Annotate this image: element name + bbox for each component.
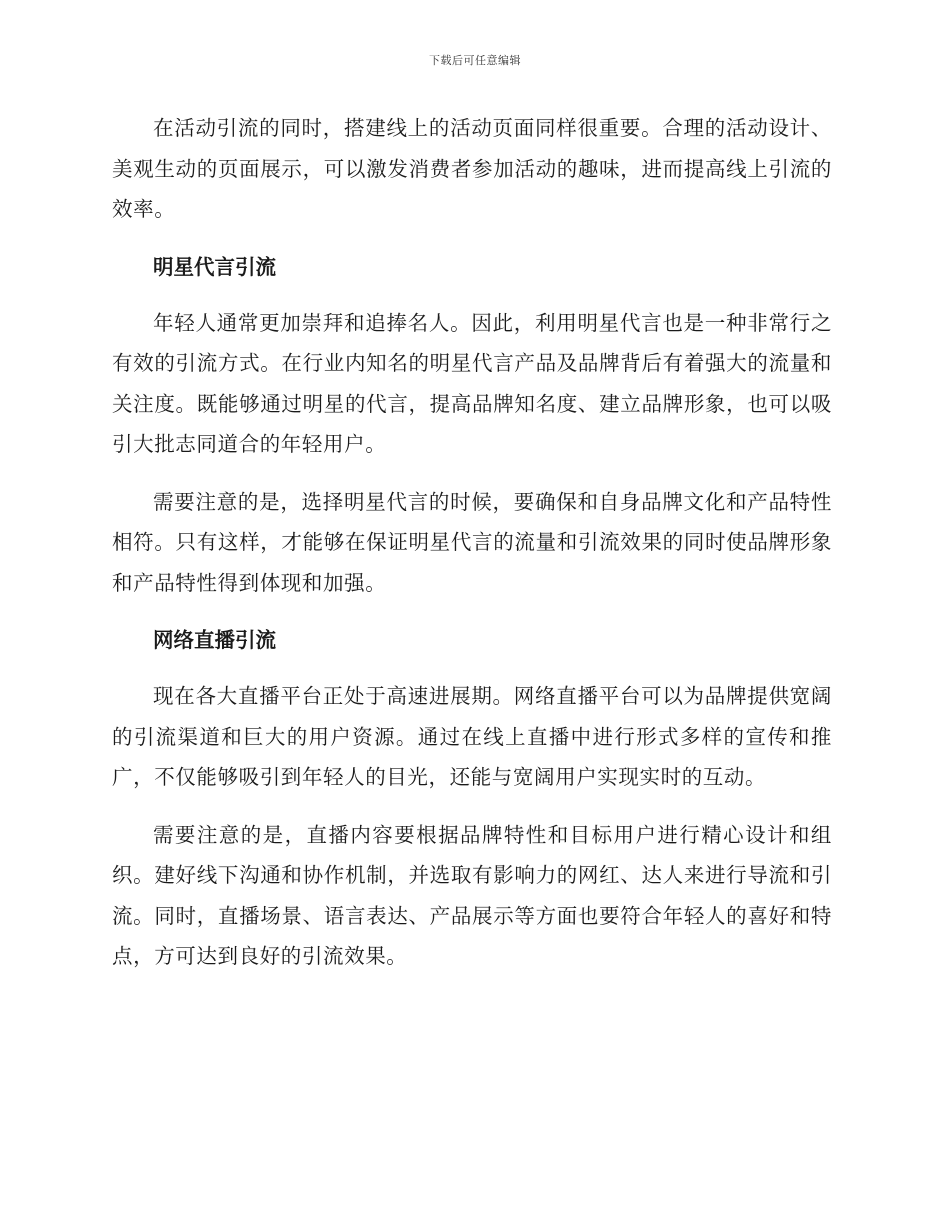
section-heading-celebrity: 明星代言引流 [153, 254, 276, 279]
paragraph-celebrity-intro: 年轻人通常更加崇拜和追捧名人。因此，利用明星代言也是一种非常行之有效的引流方式。在行业内知名的明星代言产品及品牌背后有着强大的流量和关注度。既能够通过明星的代言，提高品牌知名度、建立品牌形象，也可以吸引大批志同道合的年轻用户。 [112, 310, 832, 456]
section-heading-livestream: 网络直播引流 [153, 628, 276, 652]
document-body [112, 108, 832, 994]
paragraph-livestream-intro: 现在各大直播平台正处于高速进展期。网络直播平台可以为品牌提供宽阔的引流渠道和巨大的用户资源。通过在线上直播中进行形式多样的宣传和推广，不仅能够吸引到年轻人的目光，还能与宽阔用户实现实时的互动。 [112, 684, 832, 789]
paragraph-activity-page: 在活动引流的同时，搭建线上的活动页面同样很重要。合理的活动设计、美观生动的页面展示，可以激发消费者参加活动的趣味，进而提高线上引流的效率。 [112, 116, 832, 221]
page-header-note: 下载后可任意编辑 [429, 54, 521, 67]
paragraph-livestream-note: 需要注意的是，直播内容要根据品牌特性和目标用户进行精心设计和组织。建好线下沟通和协作机制，并选取有影响力的网红、达人来进行导流和引流。同时，直播场景、语言表达、产品展示等方面也要符合年轻人的喜好和特点，方可达到良好的引流效果。 [112, 822, 832, 968]
paragraph-celebrity-note: 需要注意的是，选择明星代言的时候，要确保和自身品牌文化和产品特性相符。只有这样，才能够在保证明星代言的流量和引流效果的同时使品牌形象和产品特性得到体现和加强。 [112, 489, 832, 595]
